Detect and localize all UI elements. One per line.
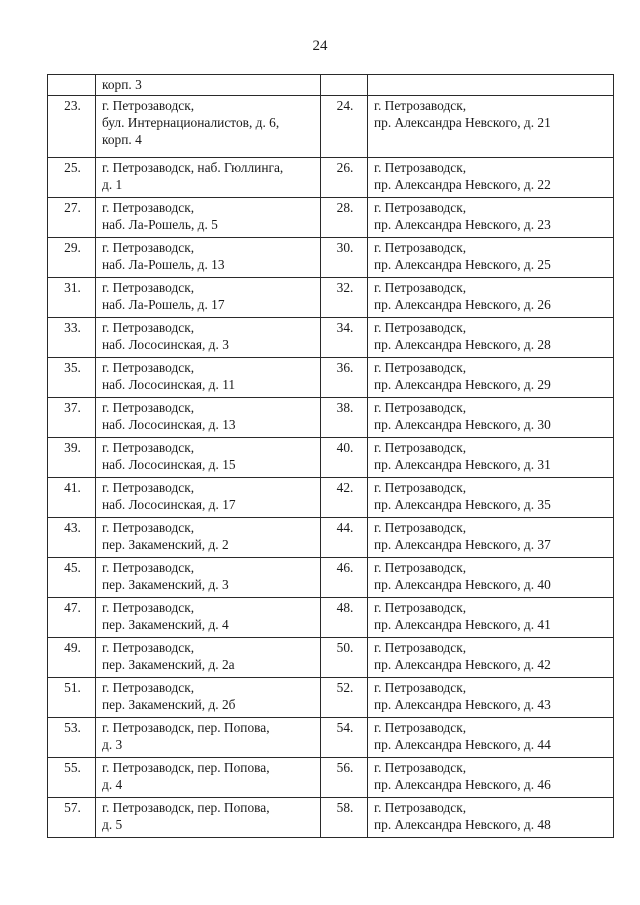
address-line: д. 5 [102, 817, 123, 832]
address-line: пр. Александра Невского, д. 29 [374, 377, 551, 392]
address-line: г. Петрозаводск, [102, 240, 195, 255]
address-line: г. Петрозаводск, [102, 600, 195, 615]
address-line: г. Петрозаводск, [102, 98, 195, 113]
left-number-cell: 55. [48, 758, 96, 798]
right-number-cell: 28. [321, 198, 368, 238]
address-line: г. Петрозаводск, [374, 600, 467, 615]
address-line: наб. Лососинская, д. 15 [102, 457, 236, 472]
right-address-cell [368, 478, 614, 518]
table-row [48, 238, 614, 278]
right-address-cell [368, 758, 614, 798]
address-line: г. Петрозаводск, [102, 680, 195, 695]
right-number-cell [321, 75, 368, 96]
right-address-cell [368, 238, 614, 278]
table-row [48, 638, 614, 678]
right-address-cell [368, 358, 614, 398]
table-row [48, 558, 614, 598]
address-line: г. Петрозаводск, [102, 400, 195, 415]
left-number-cell: 51. [48, 678, 96, 718]
right-address-cell [368, 518, 614, 558]
address-line: пр. Александра Невского, д. 28 [374, 337, 551, 352]
address-line: г. Петрозаводск, [102, 440, 195, 455]
table-row [48, 75, 614, 96]
right-number-cell: 40. [321, 438, 368, 478]
right-address-cell [368, 96, 614, 158]
address-line: наб. Лососинская, д. 3 [102, 337, 229, 352]
left-number-cell: 23. [48, 96, 96, 158]
left-address-cell [96, 358, 321, 398]
address-line: пр. Александра Невского, д. 43 [374, 697, 551, 712]
address-line: г. Петрозаводск, [374, 640, 467, 655]
address-line: пр. Александра Невского, д. 26 [374, 297, 551, 312]
right-number-cell: 48. [321, 598, 368, 638]
left-number-cell [48, 75, 96, 96]
address-line: г. Петрозаводск, [102, 560, 195, 575]
left-number-cell: 41. [48, 478, 96, 518]
right-address-cell [368, 278, 614, 318]
right-address-cell [368, 438, 614, 478]
address-line: г. Петрозаводск, [374, 680, 467, 695]
table-row [48, 278, 614, 318]
table-row [48, 318, 614, 358]
address-line: г. Петрозаводск, [374, 200, 467, 215]
left-address-cell [96, 438, 321, 478]
left-address-cell [96, 238, 321, 278]
left-address-cell [96, 678, 321, 718]
right-number-cell: 56. [321, 758, 368, 798]
address-line: г. Петрозаводск, [102, 200, 195, 215]
right-number-cell: 50. [321, 638, 368, 678]
address-line: г. Петрозаводск, [374, 400, 467, 415]
address-line: д. 1 [102, 177, 123, 192]
left-address-cell [96, 798, 321, 838]
right-number-cell: 42. [321, 478, 368, 518]
right-address-cell [368, 398, 614, 438]
address-line: д. 4 [102, 777, 123, 792]
address-line: наб. Лососинская, д. 11 [102, 377, 236, 392]
left-address-cell [96, 518, 321, 558]
address-line: г. Петрозаводск, [374, 560, 467, 575]
address-line: корп. 4 [102, 132, 142, 147]
address-line: д. 3 [102, 737, 123, 752]
address-line: г. Петрозаводск, [374, 240, 467, 255]
left-number-cell: 27. [48, 198, 96, 238]
address-line: г. Петрозаводск, [374, 800, 467, 815]
address-line: г. Петрозаводск, [102, 640, 195, 655]
left-address-cell [96, 398, 321, 438]
left-address-cell [96, 478, 321, 518]
address-line: г. Петрозаводск, пер. Попова, [102, 760, 270, 775]
right-number-cell: 38. [321, 398, 368, 438]
table-row [48, 358, 614, 398]
left-number-cell: 35. [48, 358, 96, 398]
right-number-cell: 26. [321, 158, 368, 198]
right-number-cell: 24. [321, 96, 368, 158]
address-line: пер. Закаменский, д. 2 [102, 537, 229, 552]
table-row [48, 718, 614, 758]
left-number-cell: 33. [48, 318, 96, 358]
left-address-cell [96, 638, 321, 678]
left-number-cell: 37. [48, 398, 96, 438]
left-address-cell [96, 598, 321, 638]
right-number-cell: 36. [321, 358, 368, 398]
left-number-cell: 39. [48, 438, 96, 478]
table-row [48, 158, 614, 198]
address-line: пр. Александра Невского, д. 48 [374, 817, 551, 832]
address-line: пр. Александра Невского, д. 23 [374, 217, 551, 232]
left-address-cell [96, 758, 321, 798]
left-address-cell [96, 96, 321, 158]
address-line: пр. Александра Невского, д. 30 [374, 417, 551, 432]
right-number-cell: 32. [321, 278, 368, 318]
address-line: пр. Александра Невского, д. 35 [374, 497, 551, 512]
address-line: корп. 3 [102, 77, 142, 92]
left-address-cell [96, 75, 321, 96]
address-table-body [48, 75, 614, 838]
address-line: пр. Александра Невского, д. 40 [374, 577, 551, 592]
address-line: бул. Интернационалистов, д. 6, [102, 115, 280, 130]
address-table [47, 74, 614, 838]
address-line: наб. Ла-Рошель, д. 5 [102, 217, 218, 232]
address-line: пер. Закаменский, д. 4 [102, 617, 229, 632]
right-number-cell: 52. [321, 678, 368, 718]
right-address-cell [368, 158, 614, 198]
address-line: пер. Закаменский, д. 3 [102, 577, 229, 592]
address-line: г. Петрозаводск, [374, 520, 467, 535]
address-line: наб. Ла-Рошель, д. 17 [102, 297, 225, 312]
address-line: г. Петрозаводск, [102, 520, 195, 535]
address-line: г. Петрозаводск, наб. Гюллинга, [102, 160, 284, 175]
right-address-cell [368, 678, 614, 718]
table-row [48, 398, 614, 438]
address-line: г. Петрозаводск, [374, 360, 467, 375]
right-number-cell: 54. [321, 718, 368, 758]
address-line: г. Петрозаводск, [374, 480, 467, 495]
address-line: г. Петрозаводск, [374, 440, 467, 455]
address-line: пер. Закаменский, д. 2а [102, 657, 235, 672]
table-row [48, 198, 614, 238]
address-line: пр. Александра Невского, д. 25 [374, 257, 551, 272]
address-line: пр. Александра Невского, д. 46 [374, 777, 551, 792]
left-address-cell [96, 718, 321, 758]
address-line: наб. Ла-Рошель, д. 13 [102, 257, 225, 272]
table-row [48, 478, 614, 518]
table-row [48, 518, 614, 558]
address-line: г. Петрозаводск, [374, 160, 467, 175]
right-number-cell: 30. [321, 238, 368, 278]
address-line: г. Петрозаводск, пер. Попова, [102, 720, 270, 735]
address-line: наб. Лососинская, д. 13 [102, 417, 236, 432]
right-address-cell [368, 638, 614, 678]
table-row [48, 758, 614, 798]
left-address-cell [96, 558, 321, 598]
left-number-cell: 43. [48, 518, 96, 558]
address-line: г. Петрозаводск, [374, 760, 467, 775]
address-line: пер. Закаменский, д. 2б [102, 697, 236, 712]
address-line: г. Петрозаводск, [374, 280, 467, 295]
address-line: г. Петрозаводск, [102, 360, 195, 375]
address-line: г. Петрозаводск, пер. Попова, [102, 800, 270, 815]
right-number-cell: 34. [321, 318, 368, 358]
table-row [48, 96, 614, 158]
left-address-cell [96, 318, 321, 358]
left-address-cell [96, 158, 321, 198]
left-number-cell: 29. [48, 238, 96, 278]
left-number-cell: 31. [48, 278, 96, 318]
left-number-cell: 49. [48, 638, 96, 678]
right-number-cell: 46. [321, 558, 368, 598]
right-address-cell [368, 798, 614, 838]
address-line: пр. Александра Невского, д. 31 [374, 457, 551, 472]
right-address-cell [368, 598, 614, 638]
address-line: г. Петрозаводск, [102, 320, 195, 335]
address-line: пр. Александра Невского, д. 44 [374, 737, 551, 752]
left-number-cell: 45. [48, 558, 96, 598]
right-number-cell: 44. [321, 518, 368, 558]
address-line: пр. Александра Невского, д. 41 [374, 617, 551, 632]
left-number-cell: 57. [48, 798, 96, 838]
address-line: пр. Александра Невского, д. 22 [374, 177, 551, 192]
table-row [48, 678, 614, 718]
right-address-cell [368, 75, 614, 96]
page-number: 24 [312, 38, 328, 54]
address-line: г. Петрозаводск, [102, 480, 195, 495]
right-address-cell [368, 558, 614, 598]
table-row [48, 438, 614, 478]
table-row [48, 798, 614, 838]
right-number-cell: 58. [321, 798, 368, 838]
right-address-cell [368, 198, 614, 238]
address-line: пр. Александра Невского, д. 21 [374, 115, 551, 130]
address-line: г. Петрозаводск, [374, 720, 467, 735]
left-number-cell: 47. [48, 598, 96, 638]
right-address-cell [368, 318, 614, 358]
table-row [48, 598, 614, 638]
left-address-cell [96, 198, 321, 238]
address-line: наб. Лососинская, д. 17 [102, 497, 236, 512]
left-address-cell [96, 278, 321, 318]
right-address-cell [368, 718, 614, 758]
left-number-cell: 53. [48, 718, 96, 758]
address-line: г. Петрозаводск, [374, 98, 467, 113]
address-line: пр. Александра Невского, д. 42 [374, 657, 551, 672]
address-line: пр. Александра Невского, д. 37 [374, 537, 551, 552]
address-line: г. Петрозаводск, [102, 280, 195, 295]
left-number-cell: 25. [48, 158, 96, 198]
address-line: г. Петрозаводск, [374, 320, 467, 335]
